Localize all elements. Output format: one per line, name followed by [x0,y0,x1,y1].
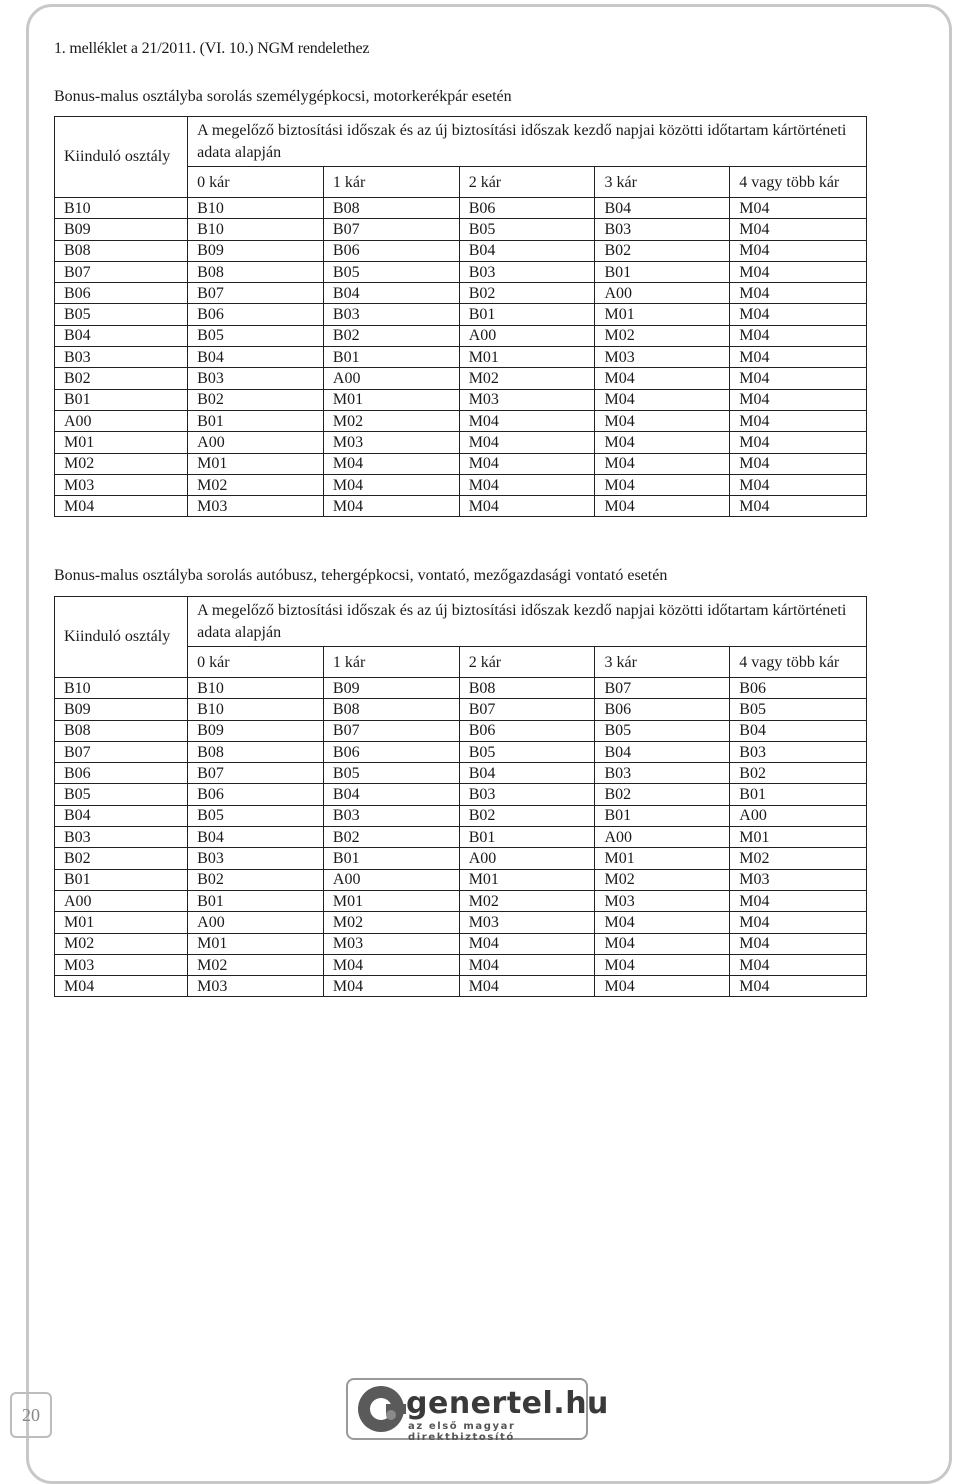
table-cell: B04 [323,283,459,304]
table-cell: B10 [188,219,324,240]
table-cell: M02 [459,368,595,389]
table-cell: M01 [459,869,595,890]
table-cell: B01 [188,890,324,911]
table-row [55,496,867,517]
table-cell: M03 [323,933,459,954]
logo-tagline: az első magyar direktbiztosító [408,1421,516,1443]
table-cell: B03 [323,304,459,325]
table-cell: M04 [730,954,867,975]
table-cell: B07 [323,720,459,741]
table-cell: M02 [188,474,324,495]
table-cell: M01 [730,827,867,848]
section2-title: Bonus-malus osztályba sorolás autóbusz, tehergépkocsi, vontató, mezőgazdasági vontató esetén [54,567,668,584]
table-cell: M04 [595,432,730,453]
table-cell: B04 [459,240,595,261]
table-cell: B09 [188,720,324,741]
table-row [55,347,867,368]
table-cell: B07 [459,699,595,720]
table-row [55,219,867,240]
table-row [55,410,867,431]
table-cell: B04 [595,741,730,762]
table-cell: B01 [188,410,324,431]
table-row [55,699,867,720]
logo-dot-icon [386,1410,396,1420]
table-cell: B06 [323,240,459,261]
table-cell: M03 [730,869,867,890]
table-row [55,976,867,997]
header-claims-3: 3 kár [595,167,730,198]
table-row [55,848,867,869]
table-cell: M04 [730,453,867,474]
table-row [55,720,867,741]
table-cell: A00 [55,890,188,911]
table-cell: M03 [459,912,595,933]
table-cell: B01 [459,304,595,325]
table-cell: M02 [595,325,730,346]
table-cell: B03 [188,848,324,869]
table-cell: B10 [55,678,188,699]
table-cell: B02 [323,325,459,346]
table-cell: M04 [730,933,867,954]
page-number: 20 [10,1392,52,1438]
table-cell: B02 [55,848,188,869]
table-cell: B10 [188,198,324,219]
table-cell: M04 [730,368,867,389]
table-cell: M01 [323,389,459,410]
table-row [55,240,867,261]
table-cell: B09 [55,699,188,720]
table-cell: M02 [459,890,595,911]
table-cell: M04 [595,389,730,410]
table-cell: M04 [323,976,459,997]
table-cell: B01 [595,261,730,282]
table-cell: M03 [595,890,730,911]
table-cell: B08 [188,261,324,282]
table-cell: B01 [323,347,459,368]
table-cell: B02 [459,283,595,304]
table-cell: B10 [188,678,324,699]
table-cell: M03 [55,474,188,495]
table-row [55,784,867,805]
table-row [55,869,867,890]
genertel-logo [346,1378,609,1443]
table-cell: B05 [323,261,459,282]
table-cell: M04 [730,198,867,219]
table-cell: B04 [55,805,188,826]
table-cell: B06 [188,304,324,325]
table-cell: M02 [323,410,459,431]
table-cell: M04 [595,474,730,495]
table-cell: B07 [55,261,188,282]
table-cell: B06 [730,678,867,699]
table-cell: B02 [188,869,324,890]
table-cell: M04 [459,453,595,474]
table-cell: M03 [459,389,595,410]
table-row [55,912,867,933]
table-cell: M01 [55,432,188,453]
table-cell: B08 [323,699,459,720]
header-claims-1: 1 kár [323,167,459,198]
table-cell: A00 [323,869,459,890]
table-cell: A00 [459,848,595,869]
table-cell: A00 [595,283,730,304]
table-cell: M04 [323,474,459,495]
table-cell: M04 [730,410,867,431]
table-cell: M04 [730,261,867,282]
table-row [55,741,867,762]
table-cell: B04 [55,325,188,346]
table-cell: B06 [595,699,730,720]
table-row [55,954,867,975]
table-cell: B10 [188,699,324,720]
table-cell: B02 [188,389,324,410]
table-cell: B06 [323,741,459,762]
table-cell: B05 [55,784,188,805]
table-cell: B06 [188,784,324,805]
table-row [55,827,867,848]
table-row [55,805,867,826]
table-cell: M01 [55,912,188,933]
table-cell: B05 [188,325,324,346]
table-cell: B04 [323,784,459,805]
header-claims-3: 3 kár [595,647,730,678]
table-cell: M04 [55,496,188,517]
table-cell: B06 [55,763,188,784]
table-row [55,890,867,911]
table-cell: B10 [55,198,188,219]
table-cell: M04 [459,432,595,453]
table-cell: M01 [595,304,730,325]
table-cell: B07 [188,283,324,304]
table-cell: B01 [55,869,188,890]
table-cell: B05 [188,805,324,826]
table-cell: M04 [730,283,867,304]
table-cell: M04 [55,976,188,997]
table-cell: M01 [459,347,595,368]
table-row [55,325,867,346]
table-cell: M04 [323,954,459,975]
table-cell: B02 [595,784,730,805]
header-claims-4: 4 vagy több kár [730,647,867,678]
table-cell: M04 [730,240,867,261]
table-cell: M04 [730,474,867,495]
table-cell: M02 [323,912,459,933]
table-cell: B08 [55,720,188,741]
document-header: 1. melléklet a 21/2011. (VI. 10.) NGM rendelethez [54,40,370,57]
table-cell: B09 [188,240,324,261]
header-claims-0: 0 kár [188,647,324,678]
table-cell: M04 [459,496,595,517]
table-cell: B03 [459,261,595,282]
table-cell: M04 [459,954,595,975]
table-cell: B03 [55,347,188,368]
table-cell: M04 [459,410,595,431]
table-cell: M04 [595,933,730,954]
table-cell: M03 [188,496,324,517]
table-cell: A00 [595,827,730,848]
table-cell: B06 [55,283,188,304]
table-cell: M04 [730,496,867,517]
table-cell: M04 [730,976,867,997]
table-cell: M03 [188,976,324,997]
table-cell: B04 [459,763,595,784]
logo-g-icon [358,1386,404,1432]
header-description: A megelőző biztosítási időszak és az új biztosítási időszak kezdő napjai közötti időtartam kártörténeti adata alapján [188,117,867,167]
table-cell: M04 [595,912,730,933]
table-row [55,763,867,784]
table-cell: B04 [188,347,324,368]
table-cell: B04 [595,198,730,219]
table-cell: B03 [730,741,867,762]
table-cell: B02 [730,763,867,784]
table-cell: M03 [55,954,188,975]
table-row [55,678,867,699]
table-row [55,389,867,410]
header-claims-4: 4 vagy több kár [730,167,867,198]
table-row [55,283,867,304]
table-cell: B09 [55,219,188,240]
table-cell: B02 [55,368,188,389]
table-cell: B03 [55,827,188,848]
header-claims-2: 2 kár [459,167,595,198]
table-row [55,198,867,219]
table-cell: M04 [595,976,730,997]
table-cell: B08 [323,198,459,219]
table-cell: B06 [459,198,595,219]
table-cell: B07 [188,763,324,784]
table-cell: B01 [459,827,595,848]
header-claims-2: 2 kár [459,647,595,678]
table-cell: M02 [55,933,188,954]
header-description: A megelőző biztosítási időszak és az új biztosítási időszak kezdő napjai közötti időtartam kártörténeti adata alapján [188,597,867,647]
section1-title: Bonus-malus osztályba sorolás személygépkocsi, motorkerékpár esetén [54,88,512,105]
table-cell: M04 [730,912,867,933]
table-row [55,304,867,325]
table-cell: M01 [188,453,324,474]
table-cell: B05 [459,219,595,240]
table-cell: B05 [730,699,867,720]
header-claims-0: 0 kár [188,167,324,198]
table-cell: M04 [730,219,867,240]
table-row [55,432,867,453]
table-cell: M03 [323,432,459,453]
table-cell: B05 [323,763,459,784]
table-cell: B04 [730,720,867,741]
table-cell: M04 [595,954,730,975]
table-cell: M04 [595,368,730,389]
table-cell: B06 [459,720,595,741]
table-cell: M04 [459,976,595,997]
table-row [55,933,867,954]
table-cell: A00 [188,912,324,933]
table-cell: B01 [730,784,867,805]
table-cell: M04 [459,474,595,495]
table-cell: B05 [55,304,188,325]
table-cell: B01 [55,389,188,410]
table-cell: B08 [188,741,324,762]
table-cell: B08 [459,678,595,699]
table-cell: M03 [595,347,730,368]
table-cell: A00 [55,410,188,431]
table-cell: B01 [595,805,730,826]
table-cell: B07 [595,678,730,699]
table-cell: A00 [323,368,459,389]
table-cell: M04 [595,410,730,431]
table-cell: M02 [730,848,867,869]
table-cell: M04 [730,325,867,346]
table-row [55,261,867,282]
table-row [55,368,867,389]
table-cell: M04 [595,453,730,474]
section1-table [54,116,867,517]
table-cell: M04 [323,496,459,517]
table-cell: A00 [730,805,867,826]
table-cell: M01 [188,933,324,954]
table-cell: B03 [459,784,595,805]
table-cell: B08 [55,240,188,261]
table-row [55,453,867,474]
section2-table [54,596,867,997]
table-cell: M04 [730,389,867,410]
table-row [55,474,867,495]
table-cell: B05 [595,720,730,741]
table-cell: B02 [323,827,459,848]
table-cell: B01 [323,848,459,869]
table-cell: B04 [188,827,324,848]
table-cell: M01 [595,848,730,869]
table-cell: B03 [188,368,324,389]
table-cell: B07 [323,219,459,240]
table-cell: B03 [595,219,730,240]
table-cell: M04 [730,347,867,368]
header-kiindulo-osztaly: Kiinduló osztály [55,117,188,198]
table-cell: M04 [730,432,867,453]
table-cell: B07 [55,741,188,762]
table-cell: B03 [595,763,730,784]
table-cell: M01 [323,890,459,911]
header-claims-1: 1 kár [323,647,459,678]
table-cell: M02 [55,453,188,474]
table-cell: A00 [459,325,595,346]
table-cell: B09 [323,678,459,699]
table-cell: M04 [595,496,730,517]
table-cell: M04 [730,890,867,911]
table-cell: M02 [188,954,324,975]
table-cell: B05 [459,741,595,762]
table-cell: B02 [459,805,595,826]
table-cell: M04 [730,304,867,325]
table-cell: A00 [188,432,324,453]
header-kiindulo-osztaly: Kiinduló osztály [55,597,188,678]
logo-name: genertel.hu [406,1386,609,1421]
table-cell: B02 [595,240,730,261]
table-cell: M04 [459,933,595,954]
table-cell: M04 [323,453,459,474]
table-cell: M02 [595,869,730,890]
table-cell: B03 [323,805,459,826]
